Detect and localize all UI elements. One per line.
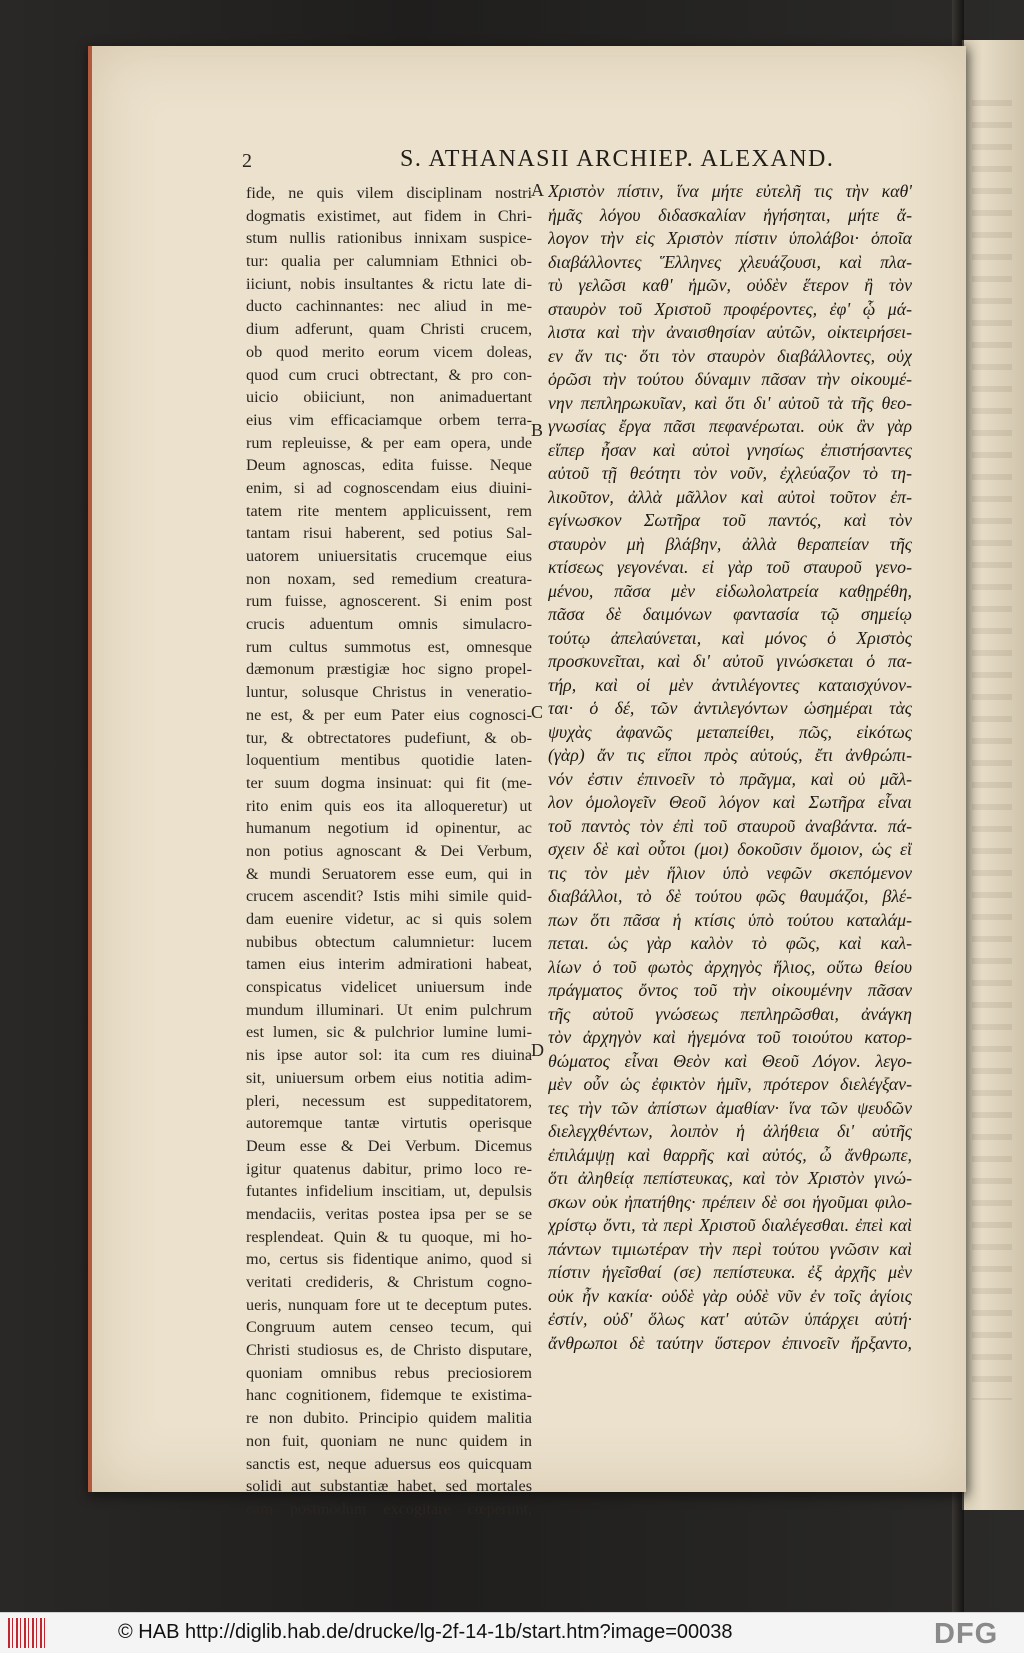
latin-text-line: futantes infidelium inscitiam, ut, depulsis — [246, 1182, 532, 1201]
greek-text-line: γνωσίας ἔργα πᾶσι πεφανέρωται. οὐκ ἂν γὰρ — [548, 416, 912, 436]
latin-text-line: mo, certus sis fidentique animo, quod si — [246, 1250, 532, 1269]
latin-text-line: tur, & obtrectatores pudefiunt, & ob- — [246, 728, 532, 747]
greek-text-line: ἐπιλάμψῃ καὶ θαρρῆς καὶ αὐτός, ὦ ἄνθρωπε, — [548, 1144, 912, 1165]
greek-text-line: εἴπερ ἦσαν καὶ αὐτοὶ γνησίως ἐπιστήσαντες — [548, 439, 912, 460]
latin-text-line: ueris, nunquam fore ut te deceptum putes. — [246, 1295, 532, 1314]
greek-text-line: αὐτοῦ τῇ θεότητι τὸν νοῦν, ἐχλεύαζον τὸ τη- — [548, 463, 912, 483]
latin-text-line: eius vim efficaciamque orbem terra- — [246, 410, 532, 429]
latin-text-line: Deum esse & Dei Verbum. Dicemus — [246, 1136, 532, 1155]
latin-text-line: veritati credideris, & Christum cogno- — [246, 1273, 532, 1291]
latin-text-line: tantam risui haberent, sed potius Sal- — [246, 524, 532, 543]
greek-text-line: ἄνθρωποι δὲ ταύτην ὕστερον ἐπινοεῖν ἤρξαντο, — [548, 1332, 912, 1353]
latin-text-line: ter suum dogma insinuat: qui fit (me- — [246, 773, 532, 792]
latin-text-line: tatem rite mentem applicuissent, rem — [246, 501, 532, 520]
latin-text-line: resplendeat. Quin & tu quoque, mi ho- — [246, 1227, 532, 1246]
greek-text-line: σταυρὸν μὴ βλάβην, ἀλλὰ θεραπείαν τῆς — [548, 533, 912, 554]
greek-text-line: μὲν οὖν ὡς ἐφικτὸν ἡμῖν, πρότερον διελέγξαν- — [548, 1074, 912, 1094]
latin-text-line: pleri, necessum est suppeditatorem, — [246, 1091, 532, 1110]
latin-text-line: nubibus obtectum calumnietur: lucem — [246, 932, 532, 951]
greek-text-line: μένου, πᾶσα μὲν εἰδωλολατρεία καθῃρέθη, — [548, 580, 912, 601]
greek-text-line: Χριστὸν πίστιν, ἵνα μήτε εὐτελῆ τις τὴν καθ' — [548, 181, 912, 201]
greek-text-line: τήρ, καὶ οἱ μὲν ἀντιλέγοντες καταισχύνον- — [548, 674, 912, 695]
latin-text-line: enim, si ad cognoscendam eius diuini- — [246, 478, 532, 497]
greek-text-line: ψυχὰς ἀφανῶς μεταπείθει, πῶς, εἰκότως — [548, 721, 912, 742]
greek-text-line: τῆς αὐτοῦ γνώσεως πεπληρῶσθαι, ἀνάγκη — [548, 1003, 912, 1024]
latin-text-line: est lumen, sic & pulchrior lumine lumi- — [246, 1023, 532, 1042]
latin-text-line: & mundi Seruatorem esse eum, qui in — [246, 864, 532, 883]
greek-text-line: εγίνωσκον Σωτῆρα τοῦ παντός, καὶ τὸν — [548, 510, 912, 530]
latin-text-line: uatorem uniuersitatis crucemque eius — [246, 547, 532, 565]
greek-text-line: προσκυνεῖται, καὶ δι' αὐτοῦ γινώσκεται ὁ πα- — [548, 651, 912, 671]
latin-text-line: stum nullis rationibus innixam suspice- — [246, 229, 532, 248]
greek-text-line: τὺ γελῶσι καθ' ἡμῶν, οὐδὲν ἕτερον ἢ τὸν — [548, 275, 912, 295]
latin-text-line: Christi studiosus es, de Christo disputare, — [246, 1341, 532, 1360]
latin-text-line: luntur, solusque Christus in veneratio- — [246, 683, 532, 702]
latin-text-line: autoremque tantæ virtutis operisque — [246, 1114, 532, 1133]
latin-text-line: tamen eius interim admirationi habeat, — [246, 955, 532, 974]
latin-text-line: sit, uniuersum orbem eius notitia adim- — [246, 1068, 532, 1087]
latin-text-line: re non dubito. Principio quidem malitia — [246, 1409, 532, 1428]
greek-text-line: σχειν δὲ καὶ οὗτοι (μοι) δοκοῦσιν ὅμοιον, ὡς εἴ — [548, 839, 912, 859]
greek-text-line: ἐστίν, οὐδ' ὅλως κατ' αὐτῶν ὑπάρχει αὐτή· — [548, 1309, 912, 1329]
latin-text-line: dam euenire videtur, ac si quis solem — [246, 910, 532, 928]
latin-text-line: ducto cachinnantes: nec aliud in me- — [246, 297, 532, 316]
greek-text-line: λιστα καὶ τὴν ἀναισθησίαν αὐτῶν, οἰκτειρήσει- — [548, 322, 912, 342]
latin-text-line: mundum illuminari. Ut enim pulchrum — [246, 1000, 532, 1019]
greek-text-line: πᾶσα δὲ δαιμόνων φαντασία τῷ σημείῳ — [548, 604, 912, 624]
latin-text-line: uicio obiiciunt, non animaduertant — [246, 388, 532, 407]
latin-text-line: Congruum autem censeo tecum, qui — [246, 1318, 532, 1337]
latin-text-line: iiciunt, nobis insultantes & rictu late di- — [246, 274, 532, 293]
margin-letter-d: D — [531, 1040, 544, 1060]
margin-letter-b: B — [531, 420, 544, 440]
greek-text-line: τὸν ἀρχηγὸν καὶ ἡγεμόνα τοῦ τοιούτου κατορ- — [548, 1027, 912, 1047]
latin-text-line: fide, ne quis vilem disciplinam nostri — [246, 184, 532, 202]
latin-text-line: dæmonum præstigiæ hoc signo propel- — [246, 660, 532, 679]
greek-text-line: λικοῦτον, ἀλλὰ μᾶλλον καὶ αὐτοὶ τοῦτον ἐπ- — [548, 486, 912, 507]
latin-text-line: rito enim quis eos ita alloqueretur) ut — [246, 796, 532, 815]
latin-text-line: rum fuisse, agnoscerent. Si enim post — [246, 592, 532, 611]
latin-text-line: eam postmodum excogitare cœperunt, — [246, 1499, 532, 1518]
latin-text-line: quod cum cruci obtrectant, & pro con- — [246, 365, 532, 384]
greek-text-line: πάντων τιμιωτέραν τὴν περὶ τούτου γνῶσιν καὶ — [548, 1238, 912, 1259]
latin-text-line: dogmatis existimet, aut fidem in Chri- — [246, 206, 532, 225]
greek-text-line: ὅτι ἀληθείᾳ πεπίστευκας, καὶ τὸν Χριστὸν γινώ- — [548, 1168, 912, 1188]
greek-text-line: ὁρῶσι τὴν τούτου δύναμιν πᾶσαν τὴν οἰκουμέ- — [548, 369, 912, 389]
dfg-logo: DFG — [934, 1618, 999, 1650]
latin-text-line: crucis aduentum omnis simulacro- — [246, 615, 532, 634]
margin-letter-a: A — [531, 180, 544, 200]
greek-text-line: θώματος εἶναι Θεὸν καὶ Θεοῦ Λόγον. λεγο- — [548, 1050, 912, 1071]
latin-text-line: Deum agnoscas, edita fuisse. Neque — [246, 456, 532, 475]
greek-text-line: ἡμᾶς λόγου διδασκαλίαν ἡγήσηται, μήτε ἄ- — [548, 204, 912, 225]
latin-text-line: rum cultus summotus est, omnesque — [246, 637, 532, 656]
latin-text-line: hanc cognitionem, fidemque te existima- — [246, 1386, 532, 1405]
greek-text-line: (γὰρ) ἄν τις εἴποι πρὸς αὐτούς, ἔτι ἀνθρώπι- — [548, 745, 912, 765]
latin-text-column — [246, 182, 532, 1521]
greek-text-line: τις τὸν μὲν ἥλιον ὑπὸ νεφῶν σκεπόμενον — [548, 862, 912, 883]
latin-text-line: nis ipse autor sol: ita cum res diuina — [246, 1046, 532, 1065]
latin-text-line: ne est, & per eum Pater eius cognosci- — [246, 705, 532, 724]
latin-text-line: non noxam, sed remedium creatura- — [246, 569, 532, 588]
latin-text-line: quoniam omnibus rebus preciosiorem — [246, 1363, 532, 1382]
latin-text-line: dium adferunt, quam Christi crucem, — [246, 320, 532, 339]
latin-text-line: non potius agnoscant & Dei Verbum, — [246, 841, 532, 860]
greek-text-line: λογον τὴν εἰς Χριστὸν πίστιν ὑπολάβοι· ὁποῖα — [548, 228, 912, 248]
adjacent-page-edge — [962, 40, 1024, 1510]
latin-text-line: humanum negotium id opinentur, ac — [246, 819, 532, 838]
latin-text-line: non fuit, quoniam ne nunc quidem in — [246, 1431, 532, 1450]
running-head: S. ATHANASII ARCHIEP. ALEXAND. — [400, 146, 835, 172]
page-number: 2 — [242, 150, 252, 172]
latin-text-line: loquentium mentibus quotidie laten- — [246, 751, 532, 770]
greek-text-line: λον ὁμολογεῖν Θεοῦ λόγον καὶ Σωτῆρα εἶναι — [548, 792, 912, 812]
greek-text-line: πων ὅτι πᾶσα ἡ κτίσις ὑπὸ τούτου καταλάμ- — [548, 909, 912, 930]
latin-text-line: solidi aut substantiæ habet, sed mortales — [246, 1477, 532, 1496]
greek-text-line: διαβάλλοντες Ἕλληνες χλευάζουσι, καὶ πλα- — [548, 251, 912, 272]
greek-text-line: πεται. ὡς γὰρ καλὸν τὸ φῶς, καὶ καλ- — [548, 933, 912, 953]
latin-text-line: igitur quatenus dabitur, primo loco re- — [246, 1159, 532, 1178]
latin-text-line: ob quod merito eorum vicem doleas, — [246, 342, 532, 361]
greek-text-line: διελεγχθέντων, λοιπὸν ἡ ἀλήθεια δι' αὐτῆς — [548, 1121, 912, 1141]
latin-text-line: sanctis est, neque aduersus eos quicquam — [246, 1454, 532, 1473]
latin-text-line: mendaciis, veritas postea ipsa per se se — [246, 1204, 532, 1223]
greek-text-line: σταυρὸν τοῦ Χριστοῦ προφέροντες, ἐφ' ᾧ μά- — [548, 298, 912, 319]
greek-text-line: εν ἄν τις· ὅτι τὸν σταυρὸν διαβάλλοντες, οὐχ — [548, 345, 912, 366]
greek-text-line: τοῦ παντὸς τὸν ἐπὶ τοῦ σταυροῦ ἀναβάντα. πά- — [548, 815, 912, 836]
margin-letter-c: C — [531, 702, 544, 722]
latin-text-line: conspicatus videlicet uniuersum inde — [246, 978, 532, 997]
greek-text-line: τούτῳ ἀπελαύνεται, καὶ μόνος ὁ Χριστὸς — [548, 627, 912, 648]
latin-text-line: tur: qualia per calumniam Ethnici ob- — [246, 252, 532, 271]
footer-copyright-link[interactable]: © HAB http://diglib.hab.de/drucke/lg-2f-14-1b/start.htm?image=00038 — [118, 1621, 733, 1643]
greek-text-line: κτίσεως γεγονέναι. εἰ γὰρ τοῦ σταυροῦ γενο- — [548, 557, 912, 577]
greek-text-line: τες τὴν τῶν ἀπίστων ἀμαθίαν· ἵνα τῶν ψευδῶν — [548, 1097, 912, 1118]
greek-text-line: χρίστῳ ὄντι, τὰ περὶ Χριστοῦ διαλέγεσθαι. ἐπεὶ καὶ — [548, 1215, 912, 1235]
greek-text-line: οὐκ ἦν κακία· οὐδὲ γὰρ οὐδὲ νῦν ἐν τοῖς ἁγίοις — [548, 1285, 912, 1306]
greek-text-line: πράγματος ὄντος τοῦ τὴν οἰκουμένην πᾶσαν — [548, 980, 912, 1000]
greek-text-line: νην πεπληρωκυῖαν, καὶ ὅτι δι' αὐτοῦ τὰ τῆς θεο- — [548, 392, 912, 413]
barcode-icon — [8, 1618, 46, 1648]
greek-text-line: ται· ὁ δέ, τῶν ἀντιλεγόντων ὡσημέραι τὰς — [548, 698, 912, 718]
greek-text-line: λίων ὁ τοῦ φωτὸς ἀρχηγὸς ἥλιος, οὕτω θείου — [548, 956, 912, 977]
greek-text-column — [548, 180, 912, 1355]
greek-text-line: σκων οὐκ ἠπατήθης· πρέπειν δὲ σοι ἡγοῦμαι φιλο- — [548, 1191, 912, 1212]
greek-text-line: διαβάλλοι, τὸ δὲ τούτου φῶς θαυμάζοι, βλέ- — [548, 886, 912, 906]
latin-text-line: crucem ascendit? Istis mihi simile quid- — [246, 887, 532, 906]
greek-text-line: πίστιν ἡγεῖσθαί (σε) πεπίστευκα. ἐξ ἀρχῆς μὲν — [548, 1262, 912, 1282]
greek-text-line: νόν ἐστιν ἐπινοεῖν τὸ πρᾶγμα, καὶ οὐ μᾶλ- — [548, 768, 912, 789]
latin-text-line: rum repleuisse, & per eam opera, unde — [246, 433, 532, 452]
viewer-footer — [0, 1612, 1024, 1653]
